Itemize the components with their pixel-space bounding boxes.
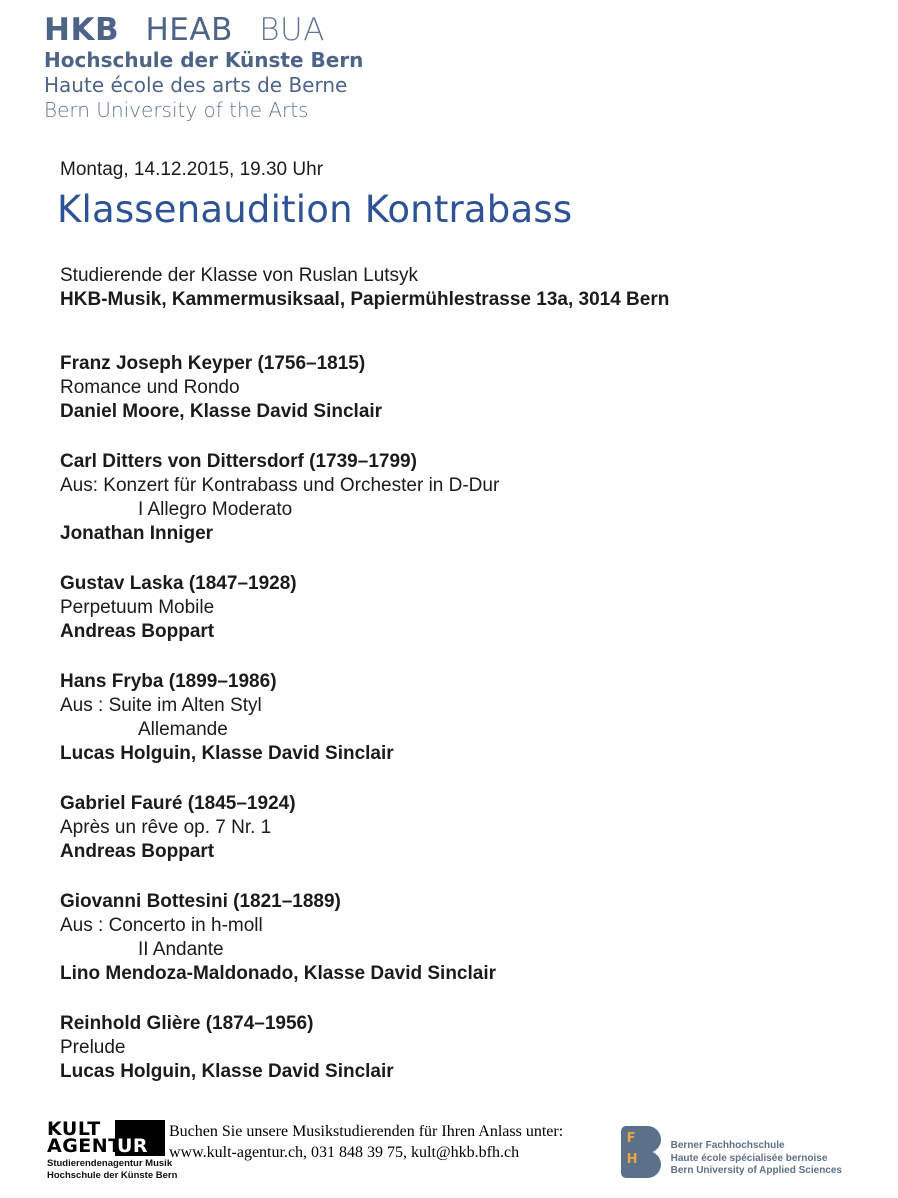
- agent-word: AGENT: [47, 1135, 122, 1157]
- kult-logo-mark: [47, 1120, 165, 1156]
- hkb-name-fr: Haute école des arts de Berne: [44, 73, 348, 97]
- composer-line: Gabriel Fauré (1845–1924): [60, 793, 296, 814]
- event-subtitle: Studierende der Klasse von Ruslan Lutsyk: [60, 265, 419, 286]
- piece-line: Romance und Rondo: [60, 377, 240, 398]
- booking-info: [169, 1120, 563, 1163]
- program-entry: [60, 1012, 760, 1084]
- bfh-logo-icon: [621, 1126, 661, 1178]
- hkb-logo: [44, 12, 363, 123]
- booking-line-2: www.kult-agentur.ch, 031 848 39 75, kult@hkb.bfh.ch: [169, 1144, 520, 1161]
- kult-agentur-logo: [47, 1118, 178, 1184]
- performer-line: Lucas Holguin, Klasse David Sinclair: [60, 743, 394, 764]
- piece-line: Prelude: [60, 1037, 126, 1058]
- composer-line: Franz Joseph Keyper (1756–1815): [60, 353, 366, 374]
- piece-line: Aus : Suite im Alten Styl: [60, 695, 262, 716]
- program-entry: [60, 352, 760, 424]
- booking-line-1: Buchen Sie unsere Musikstudierenden für Ihren Anlass unter:: [169, 1123, 564, 1140]
- hkb-acronym: HKB: [44, 12, 120, 48]
- kult-subline-2: Hochschule der Künste Bern: [47, 1169, 178, 1181]
- piece-line: Perpetuum Mobile: [60, 597, 215, 618]
- bfh-letter-h: H: [626, 1152, 638, 1167]
- bfh-logo-block: [621, 1120, 842, 1178]
- piece-line: Allemande: [138, 719, 228, 740]
- performer-line: Daniel Moore, Klasse David Sinclair: [60, 401, 383, 422]
- performer-line: Jonathan Inniger: [60, 523, 214, 544]
- event-datetime: Montag, 14.12.2015, 19.30 Uhr: [60, 159, 324, 180]
- hkb-name-en: Bern University of the Arts: [44, 98, 309, 122]
- piece-line: Aus : Concerto in h-moll: [60, 915, 263, 936]
- composer-line: Gustav Laska (1847–1928): [60, 573, 297, 594]
- program-entry: [60, 670, 760, 766]
- composer-line: Carl Ditters von Dittersdorf (1739–1799): [60, 451, 417, 472]
- bfh-name-fr: Haute école spécialisée bernoise: [670, 1152, 828, 1164]
- bua-acronym: BUA: [259, 12, 325, 48]
- event-venue: HKB-Musik, Kammermusiksaal, Papiermühlestrasse 13a, 3014 Bern: [60, 289, 670, 310]
- program-entry: [60, 572, 760, 644]
- performer-line: Andreas Boppart: [60, 621, 215, 642]
- kult-subline-1: Studierendenagentur Musik: [47, 1158, 173, 1169]
- bfh-name-de: Berner Fachhochschule: [670, 1140, 785, 1151]
- hkb-acronym-row: [44, 12, 363, 48]
- bfh-name-en: Bern University of Applied Sciences: [670, 1165, 842, 1176]
- bfh-name-lines: [671, 1126, 842, 1178]
- hkb-name-de: Hochschule der Künste Bern: [44, 48, 364, 72]
- program-list: [60, 352, 760, 1110]
- program-entry: [60, 890, 760, 986]
- program-entry: [60, 450, 760, 546]
- bfh-letter-f: F: [626, 1131, 636, 1146]
- composer-line: Hans Fryba (1899–1986): [60, 671, 277, 692]
- piece-line: I Allegro Moderato: [138, 499, 293, 520]
- performer-line: Lino Mendoza-Maldonado, Klasse David Sinclair: [60, 963, 497, 984]
- heab-acronym: HEAB: [145, 12, 233, 48]
- piece-line: II Andante: [138, 939, 224, 960]
- event-title: Klassenaudition Kontrabass: [57, 188, 573, 231]
- performer-line: Lucas Holguin, Klasse David Sinclair: [60, 1061, 394, 1082]
- ur-block-text: UR: [117, 1135, 149, 1157]
- performer-line: Andreas Boppart: [60, 841, 215, 862]
- kult-word: KULT: [47, 1118, 101, 1140]
- piece-line: Après un rêve op. 7 Nr. 1: [60, 817, 272, 838]
- composer-line: Giovanni Bottesini (1821–1889): [60, 891, 341, 912]
- program-entry: [60, 792, 760, 864]
- piece-line: Aus: Konzert für Kontrabass und Orchester in D-Dur: [60, 475, 500, 496]
- page-footer: [47, 1120, 842, 1184]
- composer-line: Reinhold Glière (1874–1956): [60, 1013, 314, 1034]
